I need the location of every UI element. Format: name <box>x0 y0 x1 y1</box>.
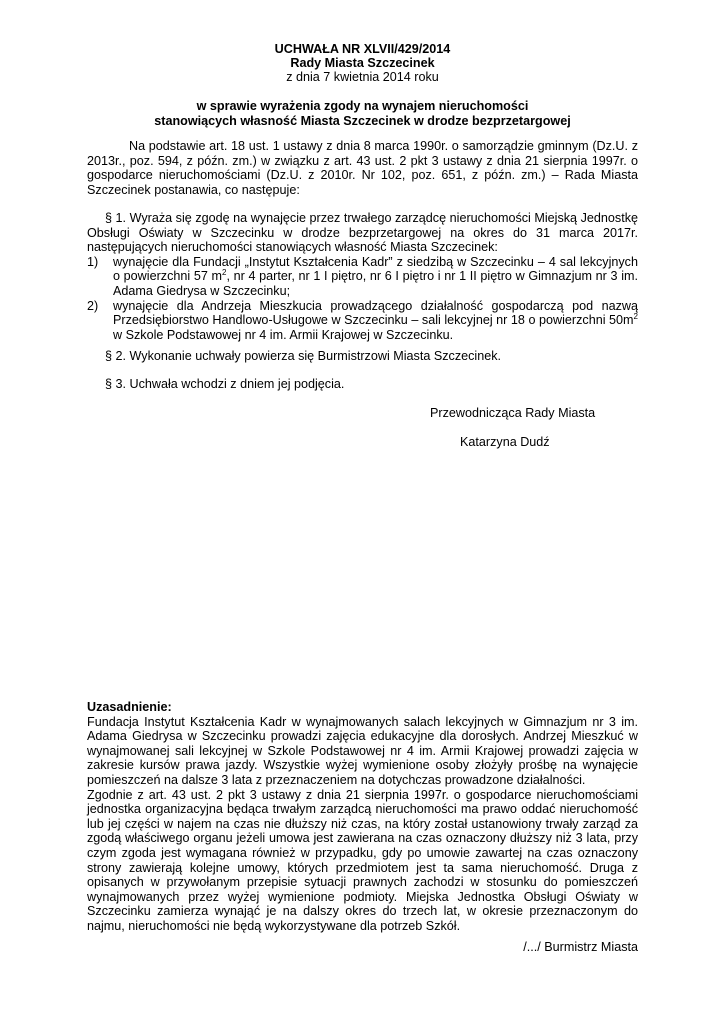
signature-role: Przewodnicząca Rady Miasta <box>430 406 596 420</box>
resolution-title: UCHWAŁA NR XLVII/429/2014 <box>274 42 451 56</box>
preamble-paragraph: Na podstawie art. 18 ust. 1 ustawy z dnia 8 marca 1990r. o samorządzie gminnym (Dz.U. z 2013r., poz. 594, z późn. zm.) w związku z art. 43 ust. 2 pkt 3 ustawy z dnia 21 sierpnia 1997r. o gospodarce nieruchomościami (Dz.U. z 2010r. Nr 102, poz. 651, z późn. zm.) – Rada Miasta Szczecinek postanawia, co następuje: <box>87 139 638 197</box>
subject-line-1: w sprawie wyrażenia zgody na wynajem nieruchomości <box>196 99 529 113</box>
council-name: Rady Miasta Szczecinek <box>290 56 435 70</box>
section-1 <box>87 211 638 342</box>
justification-paragraph: Zgodnie z art. 43 ust. 2 pkt 3 ustawy z dnia 21 sierpnia 1997r. o gospodarce nieruchomościami jednostka organizacyjna będąca trwałym zarządcą nieruchomości ma prawo oddać nieruchomość lub jej części w najem na czas nie dłuższy niż czas, na który został ustanowiony trwały zarząd za zgodą właściwego organu jeżeli umowa jest zawierana na czas oznaczony dłuższy niż 3 lata, przy czym zgoda jest wymagana również w przypadku, gdy po umowie zawartej na czas oznaczony strony zawierają kolejne umowy, których przedmiotem jest ta sama nieruchomość. Druga z opisanych w przywołanym przepisie sytuacji prawnych zachodzi w stosunku do pomieszczeń wynajmowanych przez wyżej wymienione podmioty. Miejska Jednostka Obsługi Oświaty w Szczecinku zamierza wynająć je na dalszy okres do trzech lat, w okresie przeznaczonym do najmu, nieruchomości nie będą wykorzystywane dla potrzeb Szkół. <box>87 787 638 933</box>
list-item-text: wynajęcie dla Andrzeja Mieszkucia prowadzącego działalność gospodarczą pod nazwą Przedsiębiorstwo Handlowo-Usługowe w Szczecinku – sali lekcyjnej nr 18 o powierzchni 50m <box>113 298 638 328</box>
list-item-number: 2) <box>87 298 99 313</box>
section-1-intro: § 1. Wyraża się zgodę na wynajęcie przez trwałego zarządcę nieruchomości Miejską Jednostkę Obsługi Oświaty w Szczecinku w drodze bezprzetargowej na okres do 31 marca 2017r. następujących nieruchomości stanowiących własność Miasta Szczecinek: <box>87 211 638 255</box>
justification-heading: Uzasadnienie: <box>87 700 172 714</box>
list-item <box>87 255 638 299</box>
list-item <box>87 299 638 343</box>
resolution-date: z dnia 7 kwietnia 2014 roku <box>286 70 439 84</box>
list-item-text-end: , nr 4 parter, nr 1 I piętro, nr 6 I piętro i nr 1 II piętro w Gimnazjum nr 3 im. Adama Giedrysa w Szczecinku; <box>113 269 638 298</box>
section-1-list <box>87 255 638 343</box>
signature-name: Katarzyna Dudź <box>460 435 550 449</box>
section-3: § 3. Uchwała wchodzi z dniem jej podjęcia. <box>105 377 345 391</box>
justification <box>87 700 638 934</box>
justification-paragraph: Fundacja Instytut Kształcenia Kadr w wynajmowanych salach lekcyjnych w Gimnazjum nr 3 im. Adama Giedrysa w Szczecinku prowadzi zajęcia edukacyjne dla dorosłych. Andrzej Mieszkuć w wynajmowanej sali lekcyjnej w Szkole Podstawowej nr 4 im. Armii Krajowej prowadzi zajęcia w zakresie kursów prawa jazdy. Wszystkie wyżej wymienione osoby złożyły prośbę na wynajęcie pomieszczeń na dalsze 3 lata z przeznaczeniem na dotychczas prowadzone działalności. <box>87 714 638 787</box>
list-item-number: 1) <box>87 254 99 269</box>
list-item-text-end: w Szkole Podstawowej nr 4 im. Armii Krajowej w Szczecinku. <box>113 327 454 342</box>
subject-line-2: stanowiących własność Miasta Szczecinek w drodze bezprzetargowej <box>154 114 571 128</box>
mayor-signature: /.../ Burmistrz Miasta <box>523 940 638 954</box>
superscript: 2 <box>222 268 227 278</box>
section-2: § 2. Wykonanie uchwały powierza się Burmistrzowi Miasta Szczecinek. <box>105 349 502 363</box>
superscript: 2 <box>633 311 638 321</box>
list-item-text: wynajęcie dla Fundacji „Instytut Kształcenia Kadr” z siedzibą w Szczecinku – 4 sal lekcyjnych o powierzchni 57 m <box>113 254 638 284</box>
